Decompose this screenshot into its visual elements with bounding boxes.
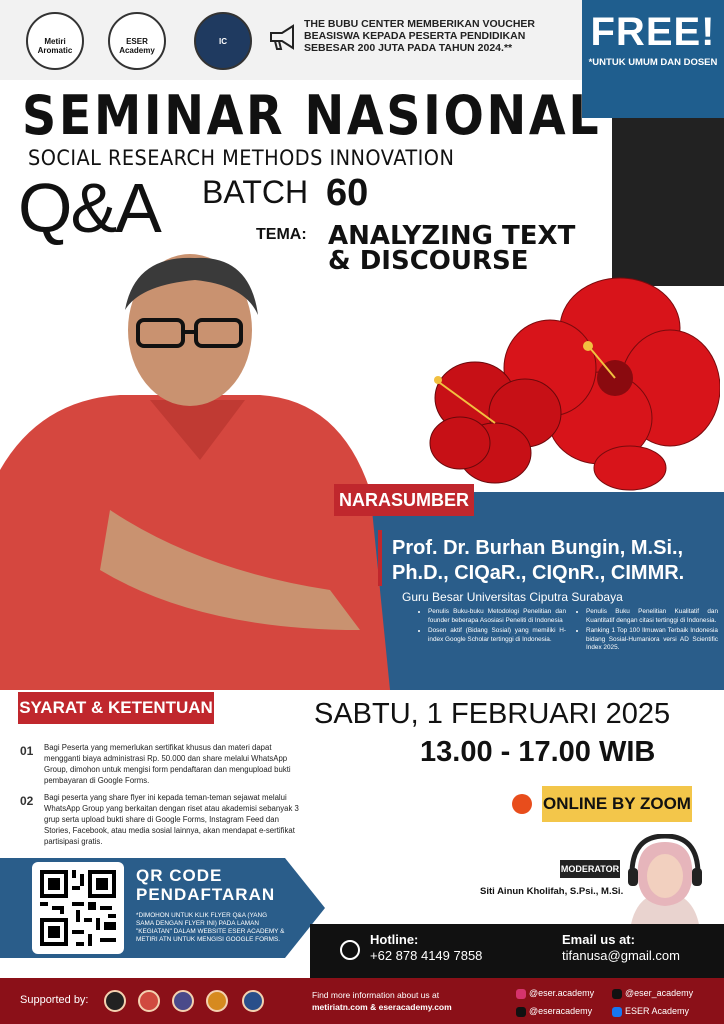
- footer-websites[interactable]: metiriatn.com & eseracademy.com: [312, 1002, 452, 1012]
- list-item: • Ranking 1 Top 100 Ilmuwan Terbaik Indonesia bidang Sosial-Humaniora versi AD Scientific Index 2025.: [586, 627, 718, 653]
- free-badge: [582, 0, 724, 118]
- rule-number: 02: [20, 794, 34, 808]
- hotline-number[interactable]: +62 878 4149 7858: [370, 948, 483, 963]
- list-item: • Penulis Buku-buku Metodologi Penelitian dan founder beberapa Asosiasi Peneliti di Indonesia: [428, 608, 566, 625]
- speaker-name: Prof. Dr. Burhan Bungin, M.Si., Ph.D., CIQaR., CIQnR., CIMMR.: [392, 537, 685, 584]
- footer-info: Find more information about us at: [312, 990, 440, 1000]
- supported-by-label: Supported by:: [20, 994, 89, 1006]
- supporter-logo: [104, 990, 126, 1012]
- x-icon: [516, 1007, 526, 1017]
- x-link[interactable]: @eseracademy: [516, 1006, 592, 1017]
- facebook-icon: [612, 1007, 622, 1017]
- seminar-title: SEMINAR NASIONAL: [22, 84, 602, 147]
- list-item: • Dosen aktif (Bidang Sosial) yang memiliki H-index Google Scholar tertinggi di Indonesia.: [428, 627, 566, 644]
- qa-heading: Q&A: [18, 169, 160, 247]
- rule-number: 01: [20, 744, 34, 758]
- tiktok-link[interactable]: @eser_academy: [612, 988, 693, 999]
- phone-icon: [340, 940, 360, 960]
- moderator-photo: [620, 834, 710, 930]
- accent-line: [378, 530, 382, 586]
- free-note: *UNTUK UMUM DAN DOSEN: [588, 57, 718, 68]
- speaker-affiliation: Guru Besar Universitas Ciputra Surabaya: [402, 590, 623, 604]
- email-label: Email us at:: [562, 932, 635, 947]
- batch-number: 60: [326, 172, 369, 214]
- hotline-label: Hotline:: [370, 932, 419, 947]
- topic-title: ANALYZING TEXT & DISCOURSE: [328, 221, 576, 276]
- event-date: SABTU, 1 FEBRUARI 2025: [314, 698, 671, 730]
- rule-text: Bagi peserta yang share flyer ini kepada teman-teman sejawat melalui WhatsApp Group yang berkaitan dengan riset atau akademisi sebanyak 3 grup serta upload bukti share di Google Forms, Instagram Feed dan Stories, Facebook, atau media sosial lainnya, akan mendapat e-sertifikat partisipasi gratis.: [44, 793, 299, 846]
- batch-label: BATCH: [202, 174, 309, 210]
- facebook-link[interactable]: ESER Academy: [612, 1006, 689, 1017]
- megaphone-icon: [268, 22, 298, 52]
- metiri-logo: Metiri Aromatic: [26, 12, 84, 70]
- event-time: 13.00 - 17.00 WIB: [420, 736, 656, 768]
- syarat-label: SYARAT & KETENTUAN: [18, 692, 214, 724]
- registration-title: QR CODE PENDAFTARAN: [136, 866, 276, 904]
- supporter-logo: [206, 990, 228, 1012]
- ic-logo: IC: [194, 12, 252, 70]
- rule-text: Bagi Peserta yang memerlukan sertifikat khusus dan materi dapat mengganti biaya administrasi Rp. 50.000 dan share melalui WhatsApp Group, dimohon untuk mengisi form pendaftaran dan mengupload bukti pembayaran di Google Forms.: [44, 743, 291, 785]
- moderator-name: Siti Ainun Kholifah, S.Psi., M.Si.: [480, 886, 624, 897]
- speaker-photo: [0, 250, 390, 690]
- event-mode-badge: ONLINE BY ZOOM: [542, 786, 692, 822]
- list-item: • Penulis Buku Penelitian Kualitatif dan Kuantitatif dengan citasi tertinggi di Indonesia.: [586, 608, 718, 625]
- email-address[interactable]: tifanusa@gmail.com: [562, 948, 680, 963]
- qr-code-icon: [32, 862, 124, 954]
- supporter-logo: [138, 990, 160, 1012]
- supporter-logo: [172, 990, 194, 1012]
- instagram-icon: [516, 989, 526, 999]
- moderator-label: MODERATOR: [560, 860, 620, 878]
- speaker-bullets-left: [420, 608, 566, 646]
- tema-label: TEMA:: [256, 226, 307, 243]
- registration-qr-code[interactable]: [32, 862, 124, 954]
- seminar-subtitle: SOCIAL RESEARCH METHODS INNOVATION: [28, 146, 455, 170]
- tiktok-icon: [612, 989, 622, 999]
- live-dot-icon: [512, 794, 532, 814]
- free-text: FREE!: [590, 10, 716, 54]
- voucher-notice: THE BUBU CENTER MEMBERIKAN VOUCHER BEASISWA KEPADA PESERTA PENDIDIKAN SEBESAR 200 JUTA PADA TAHUN 2024.**: [304, 18, 536, 54]
- registration-note: *DIMOHON UNTUK KLIK FLYER Q&A (YANG SAMA DENGAN FLYER INI) PADA LAMAN "KEGIATAN" DALAM WEBSITE ESER ACADEMY & METIRI ATN UNTUK MENGISI GOOGLE FORMS.: [136, 912, 285, 943]
- instagram-link[interactable]: @eser.academy: [516, 988, 594, 999]
- supporter-logo: [242, 990, 264, 1012]
- speaker-bullets-right: [578, 608, 718, 655]
- narasumber-label: NARASUMBER: [334, 484, 474, 516]
- eser-academy-logo: ESER Academy: [108, 12, 166, 70]
- hibiscus-flower-icon: [420, 258, 720, 498]
